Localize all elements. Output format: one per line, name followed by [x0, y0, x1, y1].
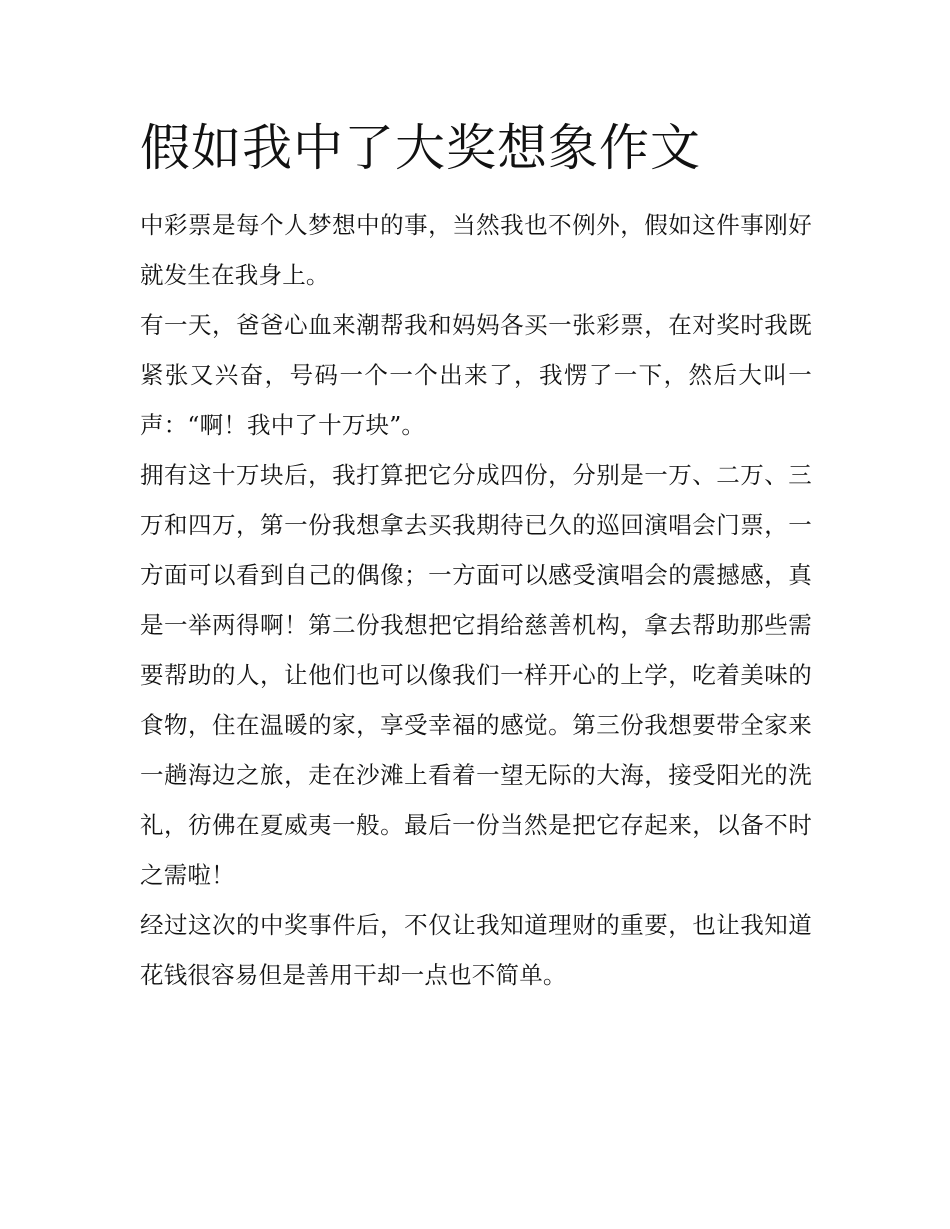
- paragraph: 经过这次的中奖事件后，不仅让我知道理财的重要，也让我知道花钱很容易但是善用干却一点也不简单。: [140, 911, 812, 989]
- paragraph: 中彩票是每个人梦想中的事，当然我也不例外，假如这件事刚好就发生在我身上。: [140, 211, 812, 289]
- document-title: 假如我中了大奖想象作文: [140, 119, 701, 177]
- paragraph: 拥有这十万块后，我打算把它分成四份，分别是一万、二万、三万和四万，第一份我想拿去买我期待已久的巡回演唱会门票，一方面可以看到自己的偶像；一方面可以感受演唱会的震撼感，真是一举两得啊！第二份我想把它捐给慈善机构，拿去帮助那些需要帮助的人，让他们也可以像我们一样开心的上学，吃着美味的食物，住在温暖的家，享受幸福的感觉。第三份我想要带全家来一趟海边之旅，走在沙滩上看着一望无际的大海，接受阳光的洗礼，彷佛在夏威夷一般。最后一份当然是把它存起来，以备不时之需啦！: [140, 461, 812, 889]
- document-page: [140, 112, 812, 1000]
- document-body: [140, 200, 812, 1000]
- paragraph: 有一天，爸爸心血来潮帮我和妈妈各买一张彩票，在对奖时我既紧张又兴奋，号码一个一个出来了，我愣了一下，然后大叫一声：“啊！我中了十万块”。: [140, 311, 812, 439]
